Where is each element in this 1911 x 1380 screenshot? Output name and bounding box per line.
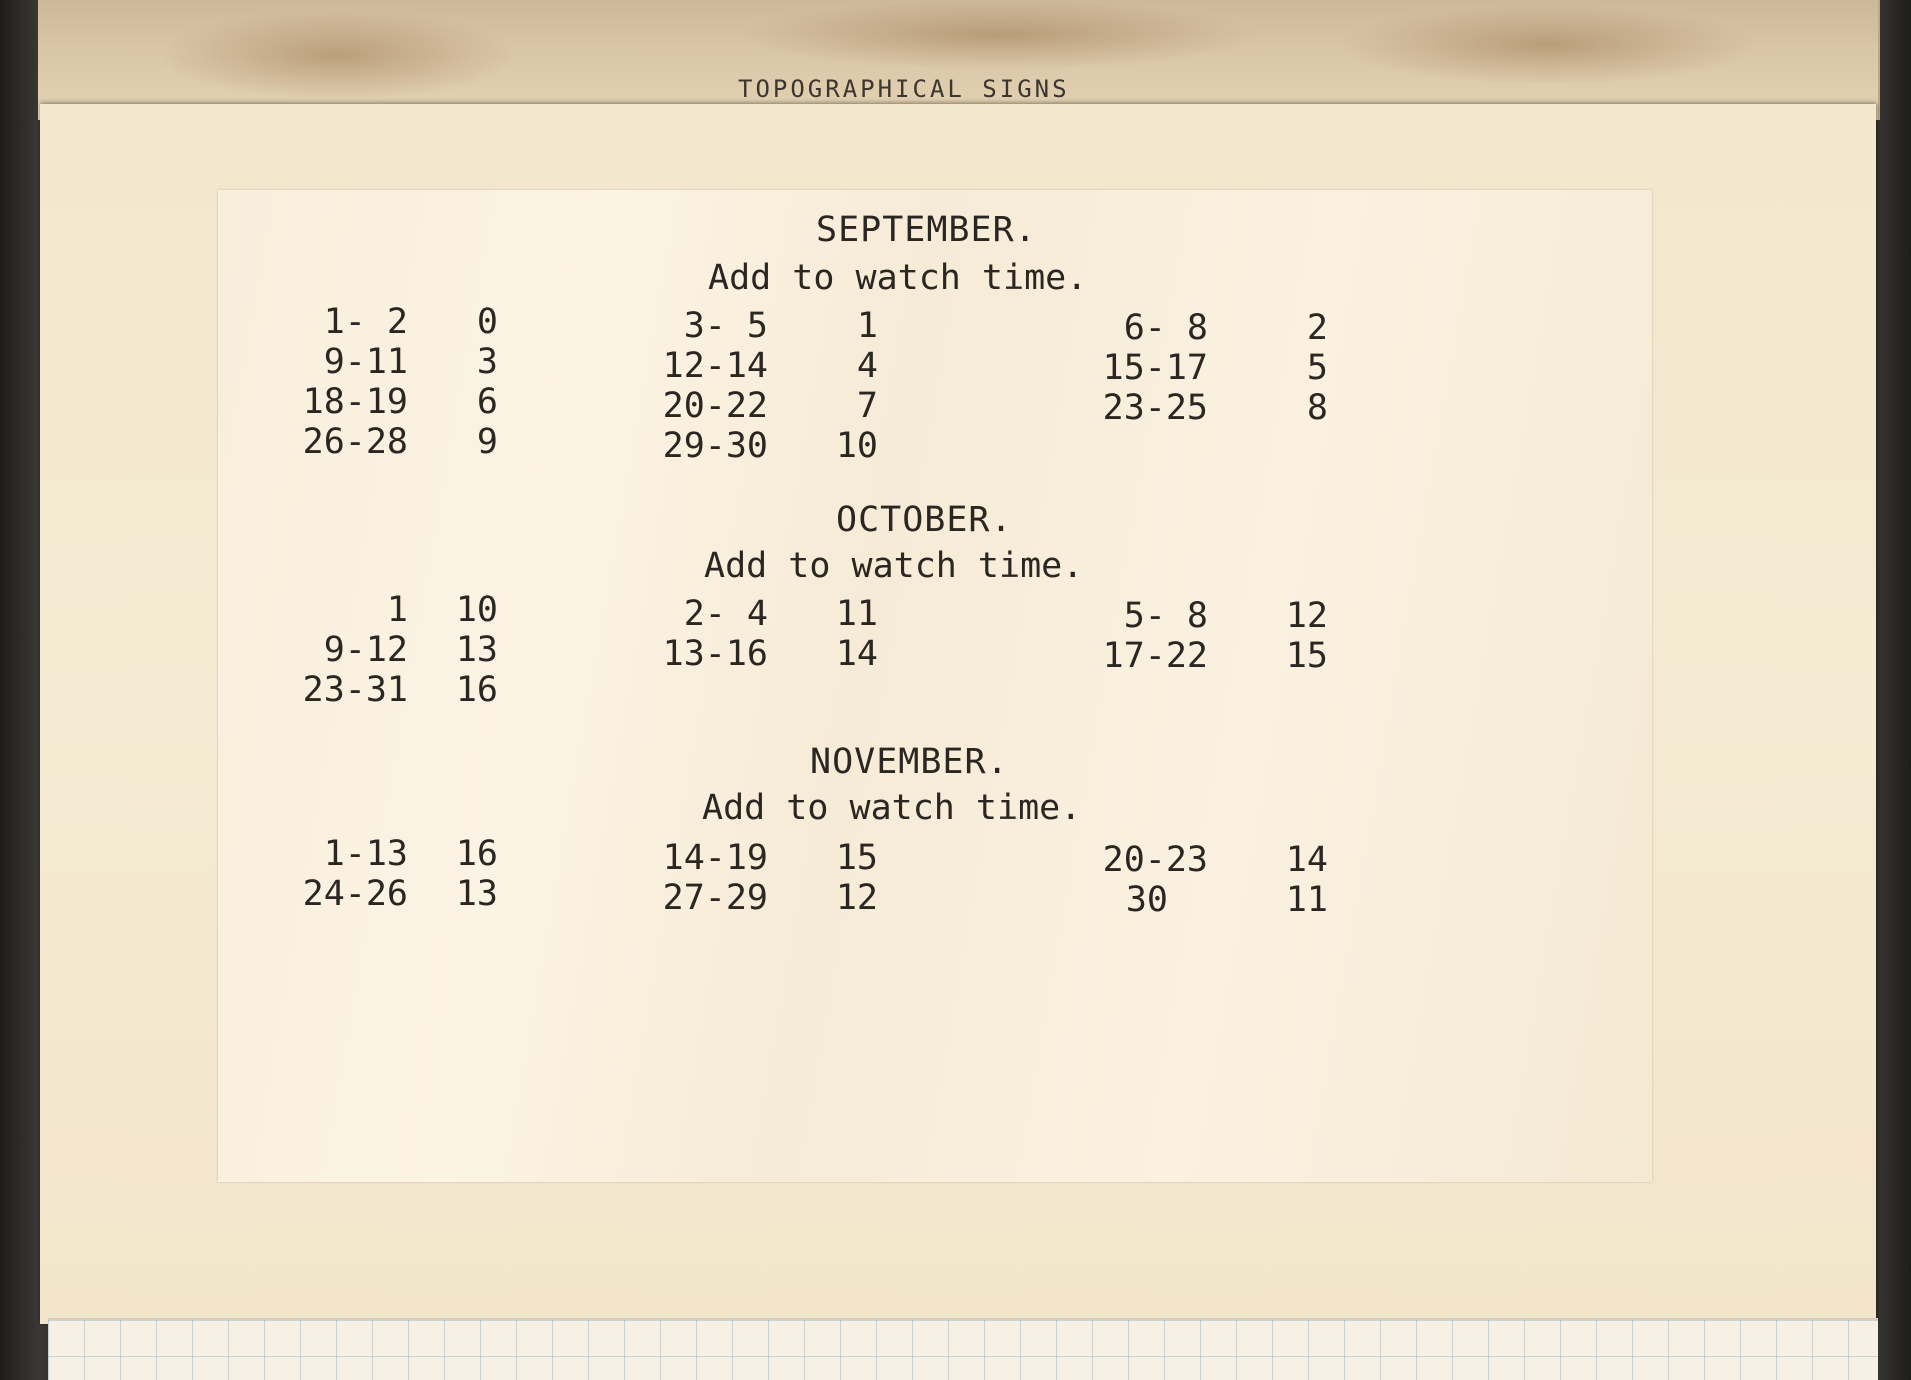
minutes-value: 11 xyxy=(1285,880,1328,920)
stain xyxy=(738,0,1258,70)
day-range: 20-22 xyxy=(662,386,768,426)
minutes-value: 10 xyxy=(455,590,498,630)
day-range: 9-11 xyxy=(323,342,408,382)
minutes-value: 12 xyxy=(1285,596,1328,636)
section-heading: SEPTEMBER. xyxy=(816,210,1037,250)
day-range: 27-29 xyxy=(662,878,768,918)
minutes-value: 15 xyxy=(835,838,878,878)
minutes-value: 10 xyxy=(835,426,878,466)
back-page xyxy=(38,0,1880,120)
stain xyxy=(1338,5,1758,85)
day-range: 23-31 xyxy=(302,670,408,710)
minutes-value: 14 xyxy=(1285,840,1328,880)
day-range: 20-23 xyxy=(1102,840,1208,880)
day-range: 5- 8 xyxy=(1123,596,1208,636)
day-range: 1-13 xyxy=(323,834,408,874)
day-range: 1 xyxy=(386,590,408,630)
minutes-value: 12 xyxy=(835,878,878,918)
day-range: 2- 4 xyxy=(683,594,768,634)
minutes-value: 16 xyxy=(455,670,498,710)
section-heading: OCTOBER. xyxy=(836,500,1013,540)
section-subheading: Add to watch time. xyxy=(702,788,1082,828)
day-range: 30 xyxy=(1125,880,1168,920)
minutes-value: 0 xyxy=(476,302,498,342)
typed-slip xyxy=(218,190,1652,1182)
minutes-value: 7 xyxy=(856,386,878,426)
day-range: 23-25 xyxy=(1102,388,1208,428)
day-range: 26-28 xyxy=(302,422,408,462)
day-range: 1- 2 xyxy=(323,302,408,342)
day-range: 24-26 xyxy=(302,874,408,914)
day-range: 9-12 xyxy=(323,630,408,670)
ruled-grid-paper xyxy=(48,1318,1878,1380)
minutes-value: 1 xyxy=(856,306,878,346)
day-range: 18-19 xyxy=(302,382,408,422)
minutes-value: 8 xyxy=(1306,388,1328,428)
section-heading: NOVEMBER. xyxy=(810,742,1009,782)
minutes-value: 5 xyxy=(1306,348,1328,388)
minutes-value: 4 xyxy=(856,346,878,386)
day-range: 13-16 xyxy=(662,634,768,674)
minutes-value: 3 xyxy=(476,342,498,382)
day-range: 15-17 xyxy=(1102,348,1208,388)
section-subheading: Add to watch time. xyxy=(704,546,1084,586)
day-range: 17-22 xyxy=(1102,636,1208,676)
day-range: 6- 8 xyxy=(1123,308,1208,348)
minutes-value: 16 xyxy=(455,834,498,874)
minutes-value: 15 xyxy=(1285,636,1328,676)
minutes-value: 13 xyxy=(455,630,498,670)
minutes-value: 6 xyxy=(476,382,498,422)
day-range: 3- 5 xyxy=(683,306,768,346)
minutes-value: 13 xyxy=(455,874,498,914)
minutes-value: 9 xyxy=(476,422,498,462)
stain xyxy=(158,10,518,100)
day-range: 14-19 xyxy=(662,838,768,878)
minutes-value: 2 xyxy=(1306,308,1328,348)
back-page-title: TOPOGRAPHICAL SIGNS xyxy=(738,75,1070,101)
minutes-value: 11 xyxy=(835,594,878,634)
day-range: 29-30 xyxy=(662,426,768,466)
day-range: 12-14 xyxy=(662,346,768,386)
minutes-value: 14 xyxy=(835,634,878,674)
section-subheading: Add to watch time. xyxy=(708,258,1088,298)
